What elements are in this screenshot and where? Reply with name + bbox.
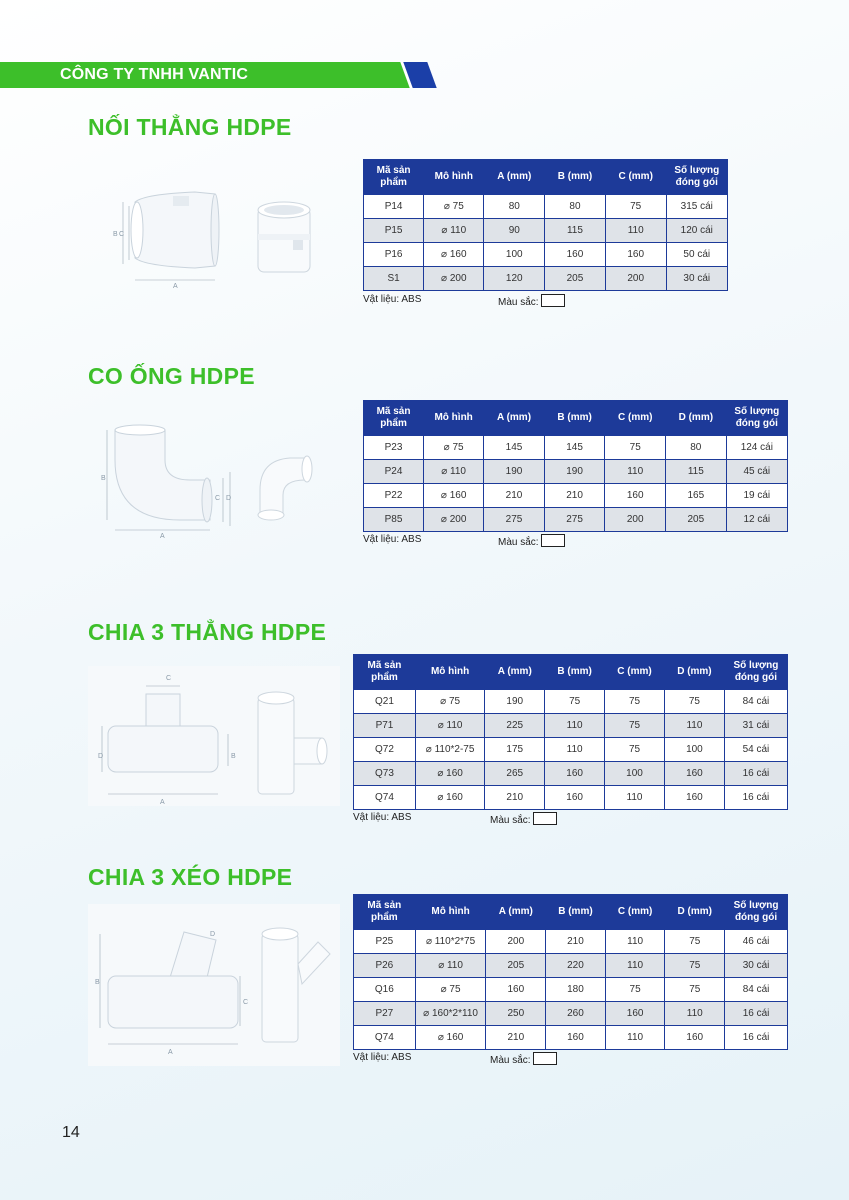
straight-tee-diagram <box>98 675 236 806</box>
table-row <box>354 1026 788 1050</box>
table-cell: 190 <box>484 460 545 484</box>
color-label-text: Màu sắc: <box>490 1055 531 1066</box>
table-cell: 160 <box>545 762 605 786</box>
table-row <box>354 978 788 1002</box>
color-swatch-white <box>541 534 565 547</box>
table-cell: 160 <box>605 1002 665 1026</box>
col-header-model: Mô hình <box>424 160 484 195</box>
table-cell: 160 <box>545 243 606 267</box>
table-row <box>364 484 788 508</box>
table-cell: P71 <box>354 714 416 738</box>
table-cell: 46 cái <box>725 930 788 954</box>
color-swatch-white <box>533 812 557 825</box>
table-cell: 100 <box>664 738 724 762</box>
table-cell: ⌀ 160 <box>424 243 484 267</box>
color-label-text: Màu sắc: <box>498 297 539 308</box>
table-cell: P14 <box>364 195 424 219</box>
color-label <box>490 812 557 826</box>
color-label <box>498 534 565 548</box>
spec-table-straight-tee <box>353 654 788 810</box>
table-cell: 180 <box>546 978 606 1002</box>
table-cell: 160 <box>546 1026 606 1050</box>
dim-label-d: D <box>98 753 104 760</box>
table-cell: 90 <box>484 219 545 243</box>
table-cell: 145 <box>544 436 605 460</box>
col-header-b: B (mm) <box>544 401 605 436</box>
col-header-a: A (mm) <box>485 655 545 690</box>
table-cell: 75 <box>545 690 605 714</box>
straight-tee-images <box>88 666 340 806</box>
table-cell: ⌀ 160 <box>415 786 484 810</box>
table-cell: 100 <box>605 762 665 786</box>
table-cell: 124 cái <box>726 436 787 460</box>
straight-coupling-diagram <box>113 192 219 290</box>
table-cell: 275 <box>544 508 605 532</box>
table-cell: ⌀ 110*2*75 <box>415 930 486 954</box>
col-header-quantity: Số lượng đóng gói <box>666 160 727 195</box>
material-label: Vật liệu: ABS <box>353 812 412 823</box>
table-cell: 200 <box>605 267 666 291</box>
dim-label-a: A <box>173 283 178 290</box>
table-cell: 120 cái <box>666 219 727 243</box>
table-cell: P15 <box>364 219 424 243</box>
col-header-model: Mô hình <box>424 401 484 436</box>
col-header-product-code: Mã sản phẩm <box>354 895 416 930</box>
col-header-c: C (mm) <box>605 655 665 690</box>
elbow-photo <box>258 456 312 520</box>
table-cell: 260 <box>546 1002 606 1026</box>
color-label <box>490 1052 557 1066</box>
table-cell: 210 <box>544 484 605 508</box>
table-cell: ⌀ 110 <box>424 219 484 243</box>
col-header-b: B (mm) <box>545 655 605 690</box>
table-cell: 75 <box>605 714 665 738</box>
table-row <box>354 714 788 738</box>
table-row <box>364 508 788 532</box>
table-cell: 120 <box>484 267 545 291</box>
table-cell: 210 <box>486 1026 546 1050</box>
table-cell: 210 <box>484 484 545 508</box>
section-title-straight-tee: CHIA 3 THẲNG HDPE <box>88 619 327 645</box>
table-header-row <box>364 160 728 195</box>
table-cell: 210 <box>546 930 606 954</box>
table-cell: 50 cái <box>666 243 727 267</box>
table-cell: 205 <box>666 508 727 532</box>
elbow-diagram <box>101 425 231 540</box>
col-header-a: A (mm) <box>484 401 545 436</box>
col-header-quantity: Số lượng đóng gói <box>724 655 787 690</box>
table-cell: P85 <box>364 508 424 532</box>
straight-tee-photo <box>258 692 327 794</box>
col-header-a: A (mm) <box>486 895 546 930</box>
dim-label-c: C <box>119 231 125 238</box>
table-cell: 30 cái <box>725 954 788 978</box>
col-header-c: C (mm) <box>605 160 666 195</box>
dim-label-b: B <box>101 475 106 482</box>
table-cell: P26 <box>354 954 416 978</box>
table-cell: 30 cái <box>666 267 727 291</box>
table-cell: 160 <box>545 786 605 810</box>
table-cell: 16 cái <box>725 1026 788 1050</box>
table-cell: 225 <box>485 714 545 738</box>
table-cell: 220 <box>546 954 606 978</box>
dim-label-d: D <box>210 931 216 938</box>
table-cell: 110 <box>605 460 666 484</box>
company-name: CÔNG TY TNHH VANTIC <box>60 66 249 83</box>
color-swatch-white <box>533 1052 557 1065</box>
dim-label-c: C <box>215 495 221 502</box>
col-header-b: B (mm) <box>545 160 606 195</box>
table-cell: 16 cái <box>725 1002 788 1026</box>
table-cell: Q74 <box>354 786 416 810</box>
color-swatch-white <box>541 294 565 307</box>
table-cell: 110 <box>605 219 666 243</box>
table-cell: 75 <box>605 690 665 714</box>
straight-coupling-images <box>95 180 345 290</box>
table-cell: S1 <box>364 267 424 291</box>
table-row <box>354 786 788 810</box>
table-cell: 110 <box>664 714 724 738</box>
table-row <box>354 690 788 714</box>
table-cell: 160 <box>486 978 546 1002</box>
col-header-model: Mô hình <box>415 895 486 930</box>
table-header-row <box>364 401 788 436</box>
table-cell: ⌀ 75 <box>415 978 486 1002</box>
table-cell: Q74 <box>354 1026 416 1050</box>
table-cell: 110 <box>545 738 605 762</box>
table-cell: 190 <box>485 690 545 714</box>
table-cell: 160 <box>664 786 724 810</box>
table-cell: ⌀ 160 <box>415 1026 486 1050</box>
table-cell: P22 <box>364 484 424 508</box>
table-cell: 80 <box>545 195 606 219</box>
table-row <box>364 243 728 267</box>
table-cell: 19 cái <box>726 484 787 508</box>
table-header-row <box>354 655 788 690</box>
table-cell: 115 <box>545 219 606 243</box>
table-cell: ⌀ 75 <box>415 690 484 714</box>
table-cell: P23 <box>364 436 424 460</box>
table-cell: 75 <box>605 436 666 460</box>
table-cell: ⌀ 75 <box>424 436 484 460</box>
col-header-product-code: Mã sản phẩm <box>354 655 416 690</box>
dim-label-b: B <box>231 753 236 760</box>
table-cell: P25 <box>354 930 416 954</box>
table-cell: ⌀ 110 <box>424 460 484 484</box>
material-label: Vật liệu: ABS <box>353 1052 412 1063</box>
table-cell: ⌀ 110*2-75 <box>415 738 484 762</box>
table-cell: 75 <box>664 690 724 714</box>
col-header-quantity: Số lượng đóng gói <box>725 895 788 930</box>
table-row <box>354 954 788 978</box>
table-cell: 315 cái <box>666 195 727 219</box>
table-cell: 100 <box>484 243 545 267</box>
table-cell: 75 <box>605 978 665 1002</box>
table-cell: 165 <box>666 484 727 508</box>
table-header-row <box>354 895 788 930</box>
wye-diagram <box>95 931 248 1056</box>
table-cell: 200 <box>605 508 666 532</box>
table-cell: ⌀ 160 <box>424 484 484 508</box>
table-cell: 75 <box>605 738 665 762</box>
table-cell: 80 <box>484 195 545 219</box>
table-cell: 75 <box>665 978 725 1002</box>
col-header-a: A (mm) <box>484 160 545 195</box>
table-cell: P24 <box>364 460 424 484</box>
straight-coupling-photo <box>258 202 310 272</box>
table-cell: 75 <box>665 930 725 954</box>
table-cell: ⌀ 200 <box>424 508 484 532</box>
table-cell: 84 cái <box>725 978 788 1002</box>
table-cell: 115 <box>666 460 727 484</box>
company-header-band <box>0 62 412 88</box>
table-cell: 160 <box>665 1026 725 1050</box>
table-cell: 210 <box>485 786 545 810</box>
table-cell: 110 <box>605 930 665 954</box>
table-cell: Q72 <box>354 738 416 762</box>
table-cell: 145 <box>484 436 545 460</box>
table-cell: ⌀ 160 <box>415 762 484 786</box>
spec-table-wye <box>353 894 788 1050</box>
col-header-c: C (mm) <box>605 895 665 930</box>
table-row <box>364 267 728 291</box>
table-cell: Q16 <box>354 978 416 1002</box>
col-header-product-code: Mã sản phẩm <box>364 401 424 436</box>
table-row <box>354 762 788 786</box>
table-cell: 110 <box>545 714 605 738</box>
table-cell: 45 cái <box>726 460 787 484</box>
col-header-b: B (mm) <box>546 895 606 930</box>
col-header-c: C (mm) <box>605 401 666 436</box>
table-cell: 110 <box>665 1002 725 1026</box>
dim-label-d: D <box>226 495 232 502</box>
table-row <box>364 460 788 484</box>
page-number: 14 <box>62 1124 80 1141</box>
table-cell: 160 <box>664 762 724 786</box>
col-header-d: D (mm) <box>664 655 724 690</box>
table-cell: ⌀ 160*2*110 <box>415 1002 486 1026</box>
table-cell: 16 cái <box>724 762 787 786</box>
col-header-product-code: Mã sản phẩm <box>364 160 424 195</box>
dim-label-b: B <box>95 979 100 986</box>
table-cell: 110 <box>605 786 665 810</box>
table-cell: 160 <box>605 484 666 508</box>
table-cell: 205 <box>545 267 606 291</box>
table-row <box>354 1002 788 1026</box>
table-cell: 80 <box>666 436 727 460</box>
elbow-images <box>95 420 345 540</box>
table-cell: ⌀ 110 <box>415 954 486 978</box>
table-cell: 16 cái <box>724 786 787 810</box>
table-cell: 75 <box>605 195 666 219</box>
table-cell: 200 <box>486 930 546 954</box>
spec-table-straight-coupling <box>363 159 728 291</box>
table-cell: 160 <box>605 243 666 267</box>
col-header-d: D (mm) <box>666 401 727 436</box>
spec-table-elbow <box>363 400 788 532</box>
dim-label-a: A <box>168 1049 173 1056</box>
wye-images <box>88 904 340 1066</box>
table-cell: 12 cái <box>726 508 787 532</box>
dim-label-c: C <box>166 675 172 682</box>
table-row <box>364 436 788 460</box>
table-cell: 54 cái <box>724 738 787 762</box>
table-cell: 75 <box>665 954 725 978</box>
material-label: Vật liệu: ABS <box>363 294 422 305</box>
table-cell: P27 <box>354 1002 416 1026</box>
table-cell: P16 <box>364 243 424 267</box>
color-label <box>498 294 565 308</box>
section-title-straight-coupling: NỐI THẲNG HDPE <box>88 114 292 140</box>
col-header-quantity: Số lượng đóng gói <box>726 401 787 436</box>
material-label: Vật liệu: ABS <box>363 534 422 545</box>
table-cell: Q73 <box>354 762 416 786</box>
table-cell: 31 cái <box>724 714 787 738</box>
table-cell: 84 cái <box>724 690 787 714</box>
col-header-d: D (mm) <box>665 895 725 930</box>
wye-photo <box>262 928 330 1042</box>
dim-label-b: B <box>113 231 118 238</box>
col-header-model: Mô hình <box>415 655 484 690</box>
table-row <box>364 195 728 219</box>
table-cell: 175 <box>485 738 545 762</box>
section-title-wye: CHIA 3 XÉO HDPE <box>88 864 293 890</box>
table-cell: 190 <box>544 460 605 484</box>
color-label-text: Màu sắc: <box>498 537 539 548</box>
table-cell: ⌀ 200 <box>424 267 484 291</box>
table-cell: ⌀ 110 <box>415 714 484 738</box>
table-cell: 205 <box>486 954 546 978</box>
table-cell: Q21 <box>354 690 416 714</box>
table-row <box>354 738 788 762</box>
table-cell: ⌀ 75 <box>424 195 484 219</box>
table-cell: 110 <box>605 1026 665 1050</box>
table-cell: 250 <box>486 1002 546 1026</box>
dim-label-a: A <box>160 533 165 540</box>
color-label-text: Màu sắc: <box>490 815 531 826</box>
table-cell: 110 <box>605 954 665 978</box>
table-row <box>354 930 788 954</box>
table-cell: 265 <box>485 762 545 786</box>
dim-label-c: C <box>243 999 249 1006</box>
section-title-elbow: CO ỐNG HDPE <box>88 363 255 389</box>
table-cell: 275 <box>484 508 545 532</box>
table-row <box>364 219 728 243</box>
dim-label-a: A <box>160 799 165 806</box>
